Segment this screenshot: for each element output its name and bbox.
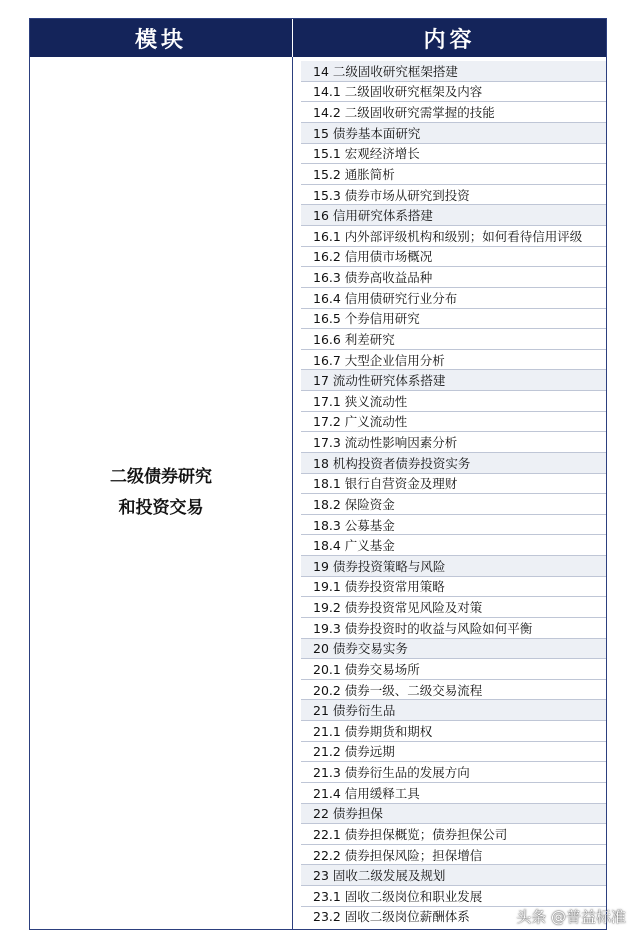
content-column — [293, 57, 606, 929]
section-row: 19 债券投资策略与风险 — [301, 556, 606, 577]
table-row: 18.1 银行自营资金及理财 — [301, 474, 606, 495]
table-row: 19.3 债券投资时的收益与风险如何平衡 — [301, 618, 606, 639]
table-row: 17.1 狭义流动性 — [301, 391, 606, 412]
table-row: 21.1 债券期货和期权 — [301, 721, 606, 742]
section-row: 21 债券衍生品 — [301, 700, 606, 721]
section-row: 17 流动性研究体系搭建 — [301, 370, 606, 391]
section-row: 23 固收二级发展及规划 — [301, 865, 606, 886]
table-row: 14.2 二级固收研究需掌握的技能 — [301, 102, 606, 123]
table-row: 15.2 通胀简析 — [301, 164, 606, 185]
table-row: 23.2 固收二级岗位薪酬体系 — [313, 909, 470, 925]
table-row: 16.4 信用债研究行业分布 — [301, 288, 606, 309]
table-row: 16.7 大型企业信用分析 — [301, 350, 606, 371]
table-row: 16.1 内外部评级机构和级别；如何看待信用评级 — [301, 226, 606, 247]
table-row: 17.3 流动性影响因素分析 — [301, 432, 606, 453]
table-row: 20.2 债券一级、二级交易流程 — [301, 680, 606, 701]
table-row: 16.2 信用债市场概况 — [301, 247, 606, 268]
header-module: 模块 — [30, 19, 293, 57]
table-row: 22.2 债券担保风险；担保增信 — [301, 845, 606, 866]
table-row: 16.6 利差研究 — [301, 329, 606, 350]
table-row: 20.1 债券交易场所 — [301, 659, 606, 680]
module-line-2: 和投资交易 — [118, 498, 204, 518]
section-row: 20 债券交易实务 — [301, 639, 606, 660]
section-row: 16 信用研究体系搭建 — [301, 205, 606, 226]
header-content: 内容 — [423, 27, 476, 53]
table-row: 22.1 债券担保概览；债券担保公司 — [301, 824, 606, 845]
section-row: 18 机构投资者债券投资实务 — [301, 453, 606, 474]
table-row: 19.2 债券投资常见风险及对策 — [301, 597, 606, 618]
table-row: 15.1 宏观经济增长 — [301, 144, 606, 165]
section-row: 14 二级固收研究框架搭建 — [301, 61, 606, 82]
table-row: 14.1 二级固收研究框架及内容 — [301, 82, 606, 103]
table-row: 18.2 保险资金 — [301, 494, 606, 515]
table-row: 21.4 信用缓释工具 — [301, 783, 606, 804]
table-row: 16.3 债券高收益品种 — [301, 267, 606, 288]
table-row: 18.4 广义基金 — [301, 535, 606, 556]
table-row: 23.1 固收二级岗位和职业发展 — [301, 886, 606, 907]
table-row: 21.2 债券远期 — [301, 742, 606, 763]
section-row: 15 债券基本面研究 — [301, 123, 606, 144]
section-row: 22 债券担保 — [301, 804, 606, 825]
course-table — [29, 18, 607, 930]
watermark — [516, 906, 626, 927]
table-row: 19.1 债券投资常用策略 — [301, 577, 606, 598]
module-line-1: 二级债券研究 — [110, 467, 212, 487]
table-row: 17.2 广义流动性 — [301, 412, 606, 433]
table-row: 18.3 公募基金 — [301, 515, 606, 536]
module-cell — [30, 57, 293, 929]
table-row: 15.3 债券市场从研究到投资 — [301, 185, 606, 206]
table-row: 21.3 债券衍生品的发展方向 — [301, 762, 606, 783]
watermark-text: 头条 @普益标准 — [516, 908, 626, 926]
table-row: 16.5 个券信用研究 — [301, 309, 606, 330]
table-header — [30, 19, 606, 57]
